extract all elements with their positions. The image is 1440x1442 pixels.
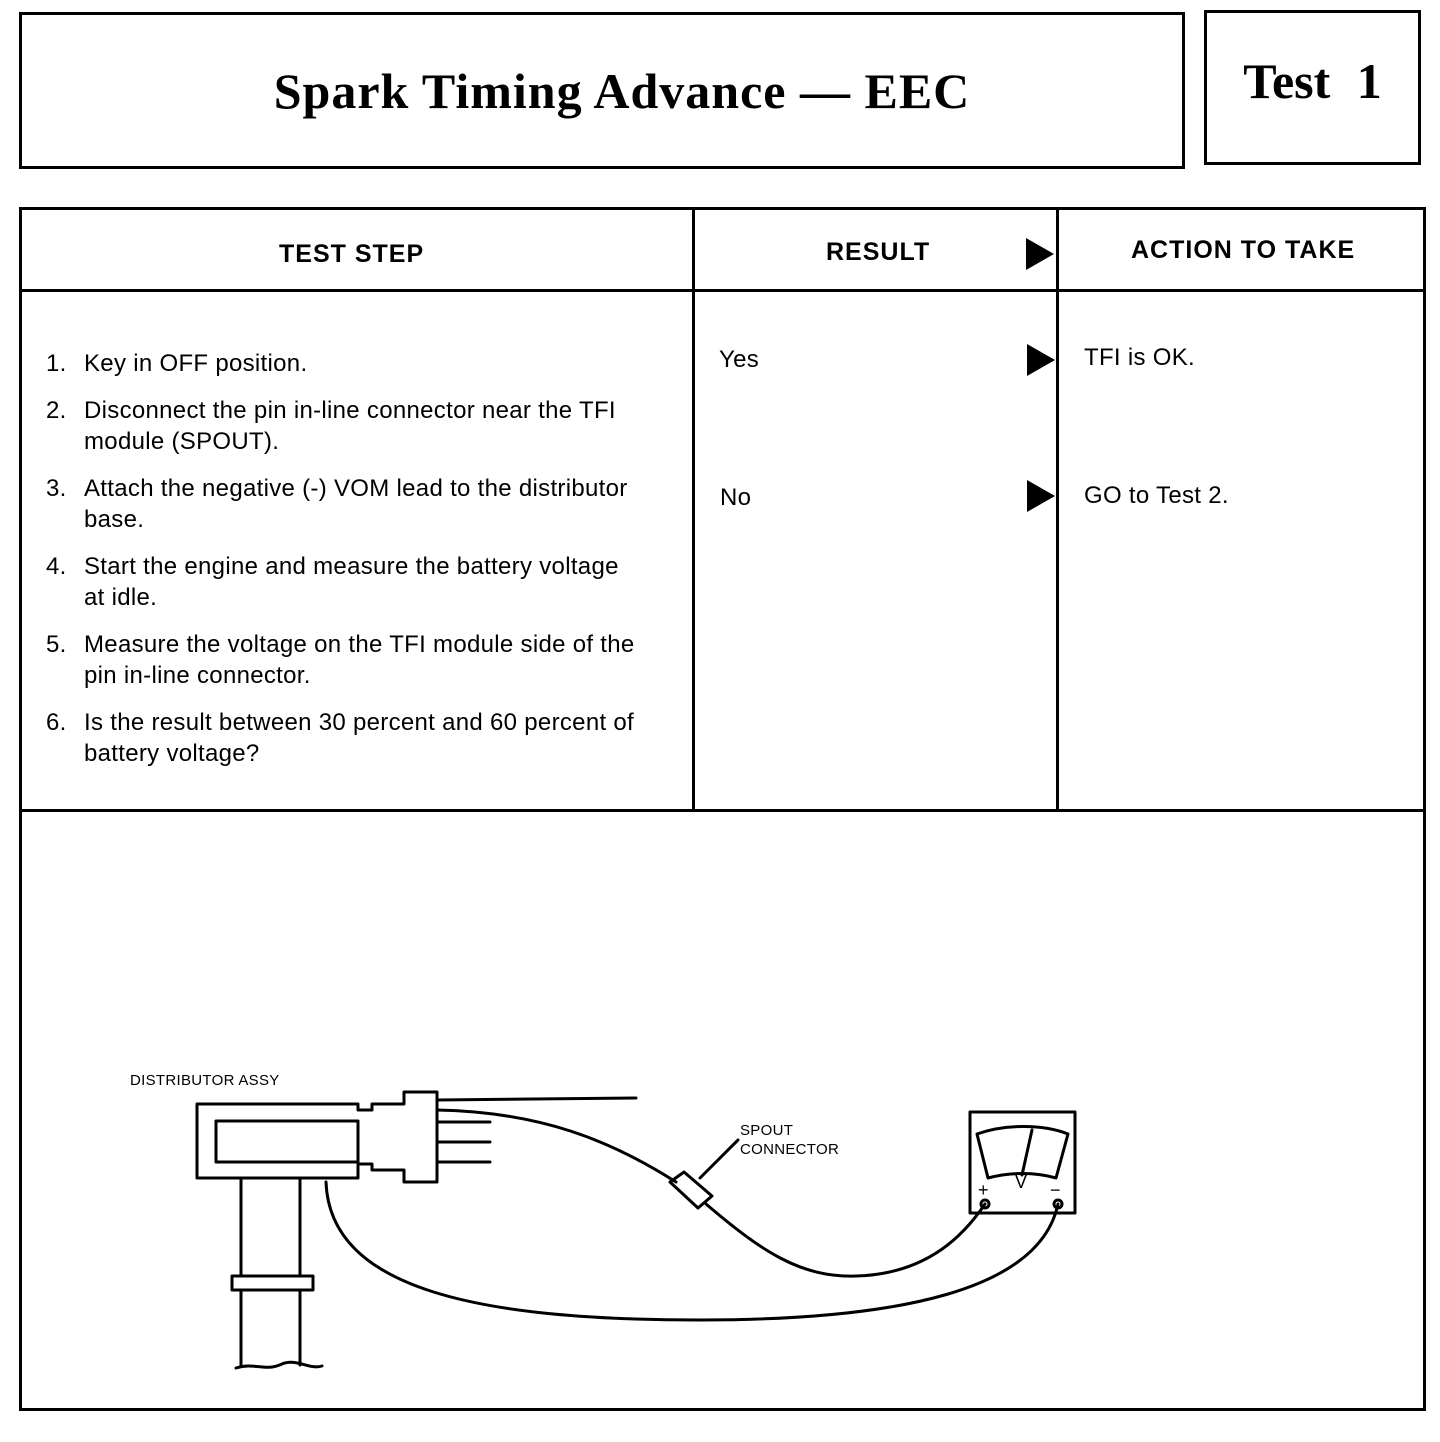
page-title: Spark Timing Advance — EEC [273, 62, 971, 119]
distributor-inner [216, 1121, 358, 1162]
voltmeter-needle [1022, 1130, 1032, 1175]
distributor-collar [232, 1276, 313, 1290]
result-yes: Yes [719, 346, 760, 373]
distributor-shaft [241, 1178, 300, 1276]
header-test-step: TEST STEP [279, 240, 425, 268]
spout-label-line2: CONNECTOR [740, 1141, 840, 1158]
test-step: 4. Start the engine and measure the battery voltage at idle. [46, 553, 619, 611]
header-action: ACTION TO TAKE [1131, 236, 1356, 264]
meter-plus-label: + [978, 1180, 989, 1200]
meter-v-label: V [1015, 1172, 1028, 1192]
spout-label-line1: SPOUT [740, 1122, 794, 1139]
test-step: 1. Key in OFF position. [46, 350, 308, 377]
distributor-base [241, 1290, 300, 1365]
spout-leader [700, 1140, 738, 1178]
wire-spout-to-meter [706, 1204, 985, 1276]
test-step: 2. Disconnect the pin in-line connector near the TFI module (SPOUT). [46, 397, 616, 455]
action-yes: TFI is OK. [1084, 344, 1195, 371]
distributor-head [197, 1092, 437, 1182]
wire-pin-1 [437, 1098, 636, 1100]
test-number: Test 1 [1243, 52, 1382, 109]
result-no: No [720, 484, 752, 511]
meter-minus-label: − [1050, 1180, 1061, 1200]
test-step: 5. Measure the voltage on the TFI module side of the pin in-line connector. [46, 631, 635, 689]
test-step: 3. Attach the negative (-) VOM lead to the distributor base. [46, 475, 628, 533]
header-result: RESULT [826, 238, 931, 266]
break-line [236, 1362, 322, 1368]
distributor-label: DISTRIBUTOR ASSY [130, 1072, 280, 1089]
test-step: 6. Is the result between 30 percent and 60 percent of battery voltage? [46, 709, 635, 767]
action-no: GO to Test 2. [1084, 482, 1229, 509]
